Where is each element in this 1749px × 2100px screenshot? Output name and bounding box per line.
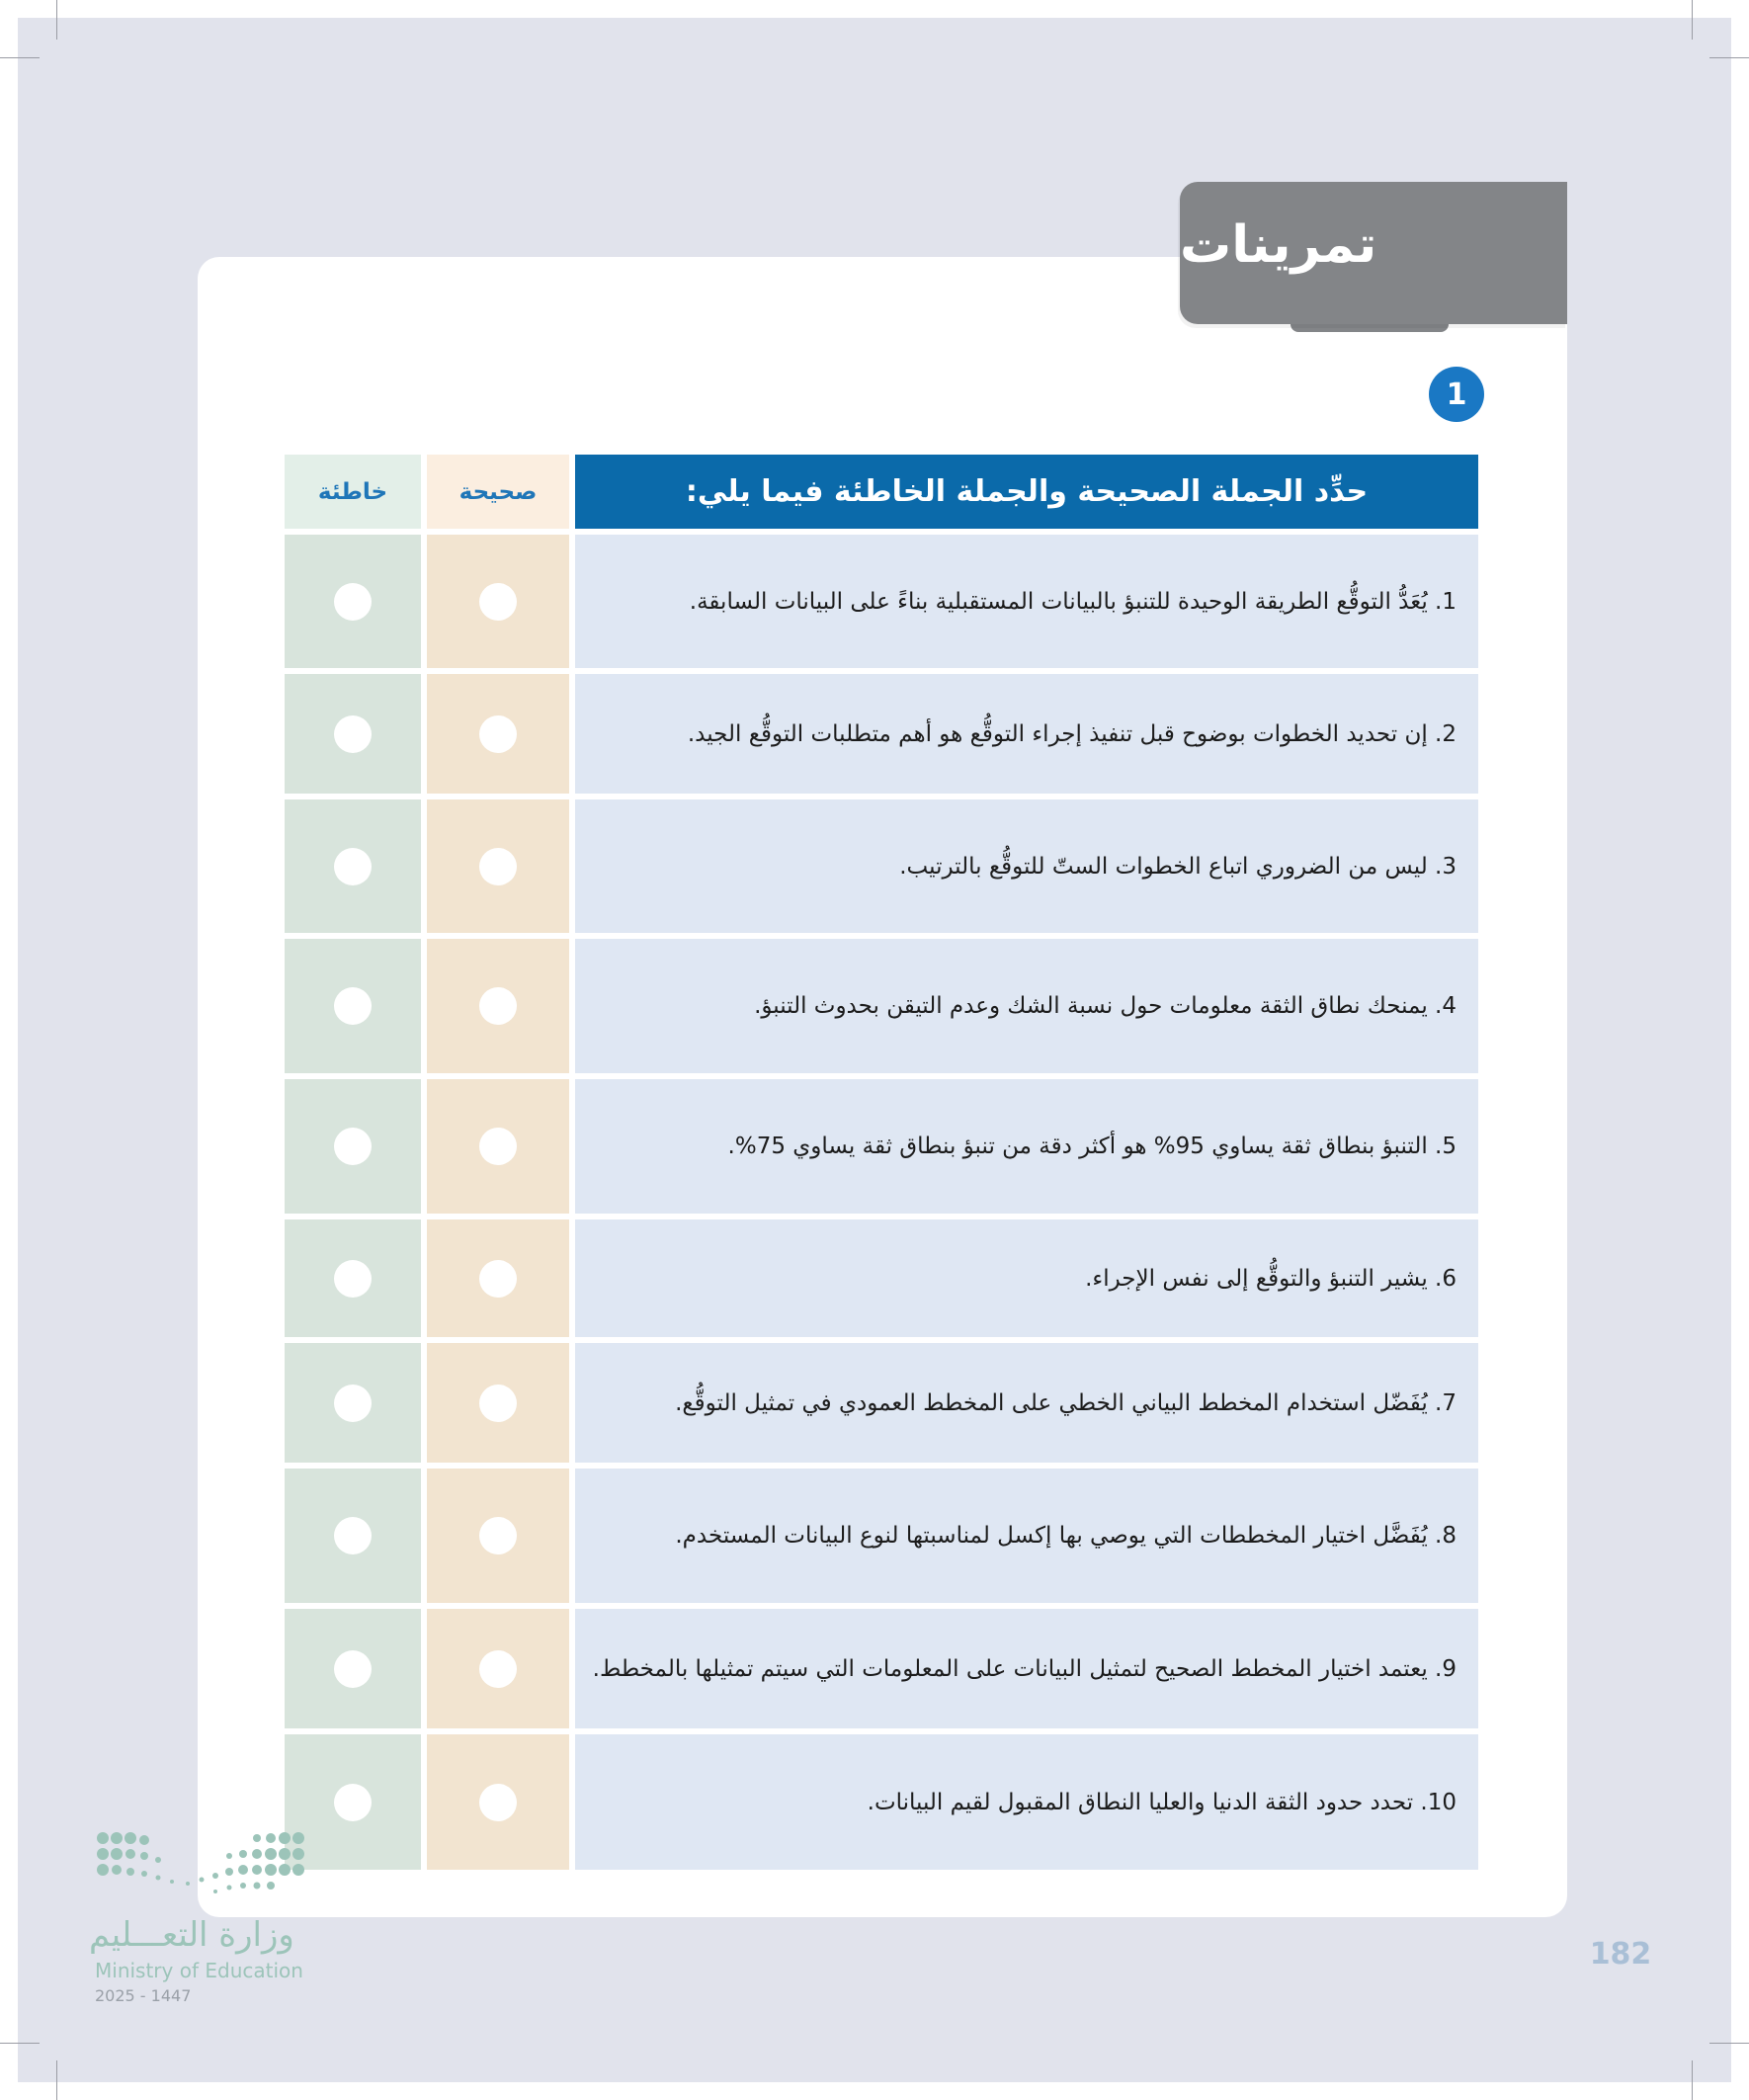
true-radio[interactable] (479, 715, 517, 753)
ministry-logo (89, 1818, 326, 2016)
statement-text: 6. يشير التنبؤ والتوقُّع إلى نفس الإجراء. (575, 1219, 1478, 1337)
statement-text: 3. ليس من الضروري اتباع الخطوات الستّ للتوقُّع بالترتيب. (575, 799, 1478, 933)
table-row (285, 535, 1478, 668)
true-radio[interactable] (479, 1784, 517, 1821)
true-cell (427, 1469, 569, 1603)
crop-mark (56, 0, 57, 40)
statement-text: 2. إن تحديد الخطوات بوضوح قبل تنفيذ إجراء التوقُّع هو أهم متطلبات التوقُّع الجيد. (575, 674, 1478, 794)
true-cell (427, 1219, 569, 1337)
false-radio[interactable] (334, 1128, 372, 1165)
false-cell (285, 1609, 421, 1728)
crop-mark (56, 2060, 57, 2100)
crop-mark (0, 57, 40, 58)
true-cell (427, 535, 569, 668)
statement-text: 5. التنبؤ بنطاق ثقة يساوي 95% هو أكثر دقة من تنبؤ بنطاق ثقة يساوي 75%. (575, 1079, 1478, 1214)
false-radio[interactable] (334, 987, 372, 1025)
true-column-header: صحيحة (427, 455, 569, 529)
statement-text: 10. تحدد حدود الثقة الدنيا والعليا النطاق المقبول لقيم البيانات. (575, 1734, 1478, 1870)
crop-mark (1692, 2060, 1693, 2100)
false-radio[interactable] (334, 1650, 372, 1688)
crop-mark (0, 2043, 40, 2044)
false-cell (285, 799, 421, 933)
false-cell (285, 939, 421, 1073)
true-cell (427, 1609, 569, 1728)
ministry-logo-dots-icon (89, 1818, 326, 1917)
true-radio[interactable] (479, 987, 517, 1025)
page-number: 182 (1589, 1937, 1652, 1972)
true-radio[interactable] (479, 1517, 517, 1554)
table-row (285, 939, 1478, 1073)
statement-text: 1. يُعَدُّ التوقُّع الطريقة الوحيدة للتنبؤ بالبيانات المستقبلية بناءً على البيانات السابقة. (575, 535, 1478, 668)
false-cell (285, 674, 421, 794)
true-radio[interactable] (479, 1385, 517, 1422)
true-cell (427, 1079, 569, 1214)
true-radio[interactable] (479, 1128, 517, 1165)
statement-text: 9. يعتمد اختيار المخطط الصحيح لتمثيل البيانات على المعلومات التي سيتم تمثيلها بالمخطط. (575, 1609, 1478, 1728)
statement-text: 4. يمنحك نطاق الثقة معلومات حول نسبة الشك وعدم التيقن بحدوث التنبؤ. (575, 939, 1478, 1073)
crop-mark (1709, 2043, 1749, 2044)
table-row (285, 1343, 1478, 1463)
false-radio[interactable] (334, 1517, 372, 1554)
true-cell (427, 939, 569, 1073)
page-title: تمرينات (1180, 215, 1377, 275)
true-radio[interactable] (479, 1260, 517, 1298)
false-cell (285, 1079, 421, 1214)
false-cell (285, 1343, 421, 1463)
table-row (285, 1219, 1478, 1337)
true-cell (427, 1343, 569, 1463)
false-radio[interactable] (334, 1260, 372, 1298)
false-radio[interactable] (334, 583, 372, 621)
false-cell (285, 535, 421, 668)
table-row (285, 1469, 1478, 1603)
table-row (285, 799, 1478, 933)
true-cell (427, 674, 569, 794)
true-cell (427, 1734, 569, 1870)
true-radio[interactable] (479, 1650, 517, 1688)
false-radio[interactable] (334, 848, 372, 885)
table-row (285, 1734, 1478, 1870)
statement-text: 7. يُفَضّل استخدام المخطط البياني الخطي على المخطط العمودي في تمثيل التوقُّع. (575, 1343, 1478, 1463)
false-radio[interactable] (334, 1385, 372, 1422)
crop-mark (1692, 0, 1693, 40)
false-radio[interactable] (334, 1784, 372, 1821)
false-column-header: خاطئة (285, 455, 421, 529)
crop-mark (1709, 57, 1749, 58)
false-cell (285, 1219, 421, 1337)
edition-year: 2025 - 1447 (95, 1986, 192, 2005)
false-radio[interactable] (334, 715, 372, 753)
ministry-name-english: Ministry of Education (95, 1959, 303, 1982)
table-row (285, 674, 1478, 794)
table-row (285, 1609, 1478, 1728)
exercise-number-badge: 1 (1429, 367, 1484, 422)
false-cell (285, 1469, 421, 1603)
ministry-name-arabic: وزارة التعـــليم (89, 1915, 294, 1955)
question-header: حدِّد الجملة الصحيحة والجملة الخاطئة فيما يلي: (575, 455, 1478, 529)
statement-text: 8. يُفَضَّل اختيار المخططات التي يوصي بها إكسل لمناسبتها لنوع البيانات المستخدم. (575, 1469, 1478, 1603)
true-false-table (285, 455, 1478, 1870)
table-row (285, 1079, 1478, 1214)
true-radio[interactable] (479, 583, 517, 621)
true-cell (427, 799, 569, 933)
true-radio[interactable] (479, 848, 517, 885)
